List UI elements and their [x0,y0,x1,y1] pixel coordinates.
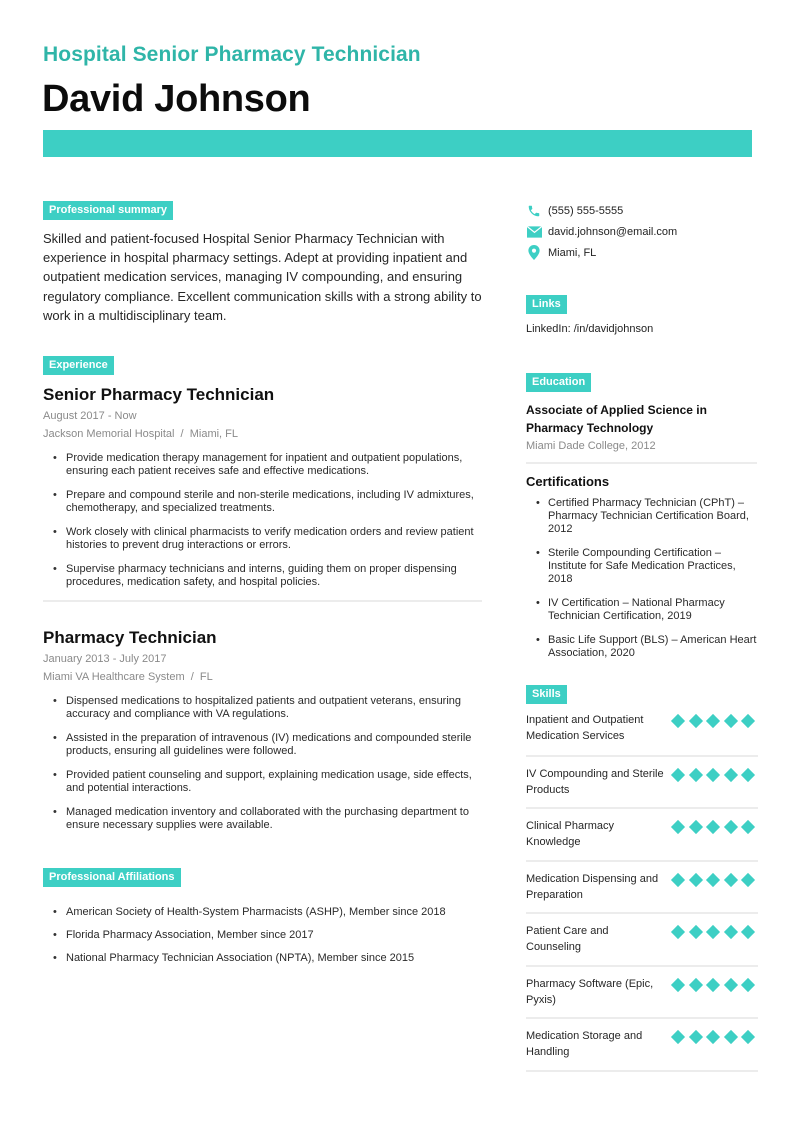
rating-diamond-icon [671,1030,685,1044]
education-section-label: Education [526,373,591,392]
rating-diamond-icon [671,872,685,886]
job-dates: January 2013 - July 2017 [43,653,167,665]
location-pin-icon [526,245,542,261]
rating-diamond-icon [723,767,737,781]
rating-diamond-icon [741,714,755,728]
job-divider [43,600,482,602]
certifications-list [526,497,758,660]
job-bullet: • Dispensed medications to hospitalized patients and outpatient veterans, ensuring accuracy and compliance with VA regulations. [53,695,493,721]
rating-diamond-icon [688,925,702,939]
summary-section [43,200,488,325]
skill-name: Pharmacy Software (Epic, Pyxis) [526,977,654,1006]
education-school: Miami Dade College, 2012 [526,440,656,452]
job-title: Senior Pharmacy Technician [43,385,275,404]
rating-diamond-icon [723,714,737,728]
affiliation-item: • American Society of Health-System Pharmacists (ASHP), Member since 2018 [53,906,493,919]
email-text: david.johnson@email.com [548,225,678,238]
skill-name: Patient Care and Counseling [526,925,609,953]
rating-diamond-icon [741,977,755,991]
job-dates: August 2017 - Now [43,410,137,422]
affiliation-item: • National Pharmacy Technician Association (NPTA), Member since 2015 [53,952,493,965]
rating-diamond-icon [706,820,720,834]
location-text: Miami, FL [548,246,597,259]
candidate-name: David Johnson [42,78,311,120]
summary-section-label: Professional summary [43,201,173,220]
job-bullet: • Assisted in the preparation of intravenous (IV) medications and compounded sterile products, ensuring all guidelines were followed. [53,732,493,758]
rating-diamond-icon [741,1030,755,1044]
linkedin-link[interactable]: LinkedIn: /in/davidjohnson [526,323,654,335]
affiliation-item: • Florida Pharmacy Association, Member since 2017 [53,929,493,942]
job-bullets [43,452,493,589]
rating-diamond-icon [688,872,702,886]
phone-icon [526,203,542,219]
rating-diamond-icon [741,925,755,939]
skill-name: IV Compounding and Sterile Products [526,767,664,796]
phone-text: (555) 555-5555 [548,204,624,217]
rating-diamond-icon [671,767,685,781]
skill-name: Clinical Pharmacy Knowledge [526,820,615,848]
certification-item: • Sterile Compounding Certification – Institute for Safe Medication Practices, 2018 [536,547,758,586]
skill-name: Medication Storage and Handling [526,1030,643,1058]
rating-diamond-icon [723,820,737,834]
skill-row [526,967,758,1020]
education-section [526,372,758,671]
job-bullet: • Work closely with clinical pharmacists to verify medication orders and review patient histories to prevent drug interactions or errors. [53,526,493,552]
certification-item: • IV Certification – National Pharmacy Technician Certification, 2019 [536,597,758,623]
mail-icon [526,224,542,240]
skills-section-label: Skills [526,685,567,704]
skill-rating [672,818,758,833]
job-company: Miami VA Healthcare System / FL [43,671,213,683]
resume-headline: Hospital Senior Pharmacy Technician [43,43,421,66]
skill-rating [672,871,758,886]
skill-rating [672,712,758,727]
rating-diamond-icon [723,872,737,886]
header-accent-bar [43,130,752,157]
certification-item: • Certified Pharmacy Technician (CPhT) – Pharmacy Technician Certification Board, 2012 [536,497,758,536]
skill-rating [672,976,758,991]
skill-row [526,862,758,915]
skill-rating [672,1028,758,1043]
affiliations-list [43,906,493,965]
links-section-label: Links [526,295,567,314]
rating-diamond-icon [706,977,720,991]
job-entry [43,385,493,602]
skill-row [526,809,758,862]
rating-diamond-icon [741,767,755,781]
rating-diamond-icon [706,872,720,886]
contact-location [526,242,758,263]
rating-diamond-icon [723,925,737,939]
skills-section [526,684,758,1072]
job-company: Jackson Memorial Hospital / Miami, FL [43,428,238,440]
rating-diamond-icon [671,714,685,728]
job-bullet: • Provided patient counseling and support, explaining medication usage, side effects, and potential interactions. [53,769,493,795]
contact-email [526,221,758,242]
education-degree: Associate of Applied Science in Pharmacy Technology [526,403,707,435]
summary-text: Skilled and patient-focused Hospital Senior Pharmacy Technician with experience in hospital pharmacy settings. Adept at providing inpatient and outpatient medication services, managing IV compounding, and ensuring regulatory compliance. Excellent communication skills with a strong ability to work in a multidisciplinary team. [43,231,482,323]
skill-name: Medication Dispensing and Preparation [526,872,659,901]
job-entry [43,628,493,843]
rating-diamond-icon [671,820,685,834]
rating-diamond-icon [723,1030,737,1044]
job-bullet: • Provide medication therapy management for inpatient and outpatient populations, ensuring each patient receives safe and effective medications. [53,452,493,478]
affiliations-section-label: Professional Affiliations [43,868,181,887]
job-bullet: • Supervise pharmacy technicians and interns, guiding them on proper dispensing procedures, medication safety, and hospital policies. [53,563,493,589]
skill-row [526,757,758,810]
skill-row [526,1019,758,1072]
rating-diamond-icon [741,872,755,886]
skill-row [526,704,758,757]
experience-section-label: Experience [43,356,114,375]
rating-diamond-icon [688,977,702,991]
links-section [526,294,758,335]
rating-diamond-icon [706,1030,720,1044]
skill-rating [672,923,758,938]
certifications-title: Certifications [526,474,610,489]
skill-row [526,914,758,967]
affiliations-section [43,867,493,975]
experience-section [43,355,493,602]
rating-diamond-icon [688,1030,702,1044]
contact-phone [526,200,758,221]
contact-section [526,200,758,263]
skill-name: Inpatient and Outpatient Medication Services [526,714,644,742]
education-divider [526,462,757,464]
rating-diamond-icon [671,925,685,939]
rating-diamond-icon [741,820,755,834]
rating-diamond-icon [706,925,720,939]
job-bullet: • Prepare and compound sterile and non-sterile medications, including IV admixtures, chemotherapy, and specialized treatments. [53,489,493,515]
rating-diamond-icon [688,820,702,834]
certification-item: • Basic Life Support (BLS) – American Heart Association, 2020 [536,634,758,660]
job-bullet: • Managed medication inventory and collaborated with the purchasing department to ensure necessary supplies were available. [53,806,493,832]
skill-rating [672,766,758,781]
job-bullets [43,695,493,832]
rating-diamond-icon [723,977,737,991]
rating-diamond-icon [706,714,720,728]
rating-diamond-icon [688,767,702,781]
job-title: Pharmacy Technician [43,628,217,647]
rating-diamond-icon [706,767,720,781]
rating-diamond-icon [688,714,702,728]
rating-diamond-icon [671,977,685,991]
